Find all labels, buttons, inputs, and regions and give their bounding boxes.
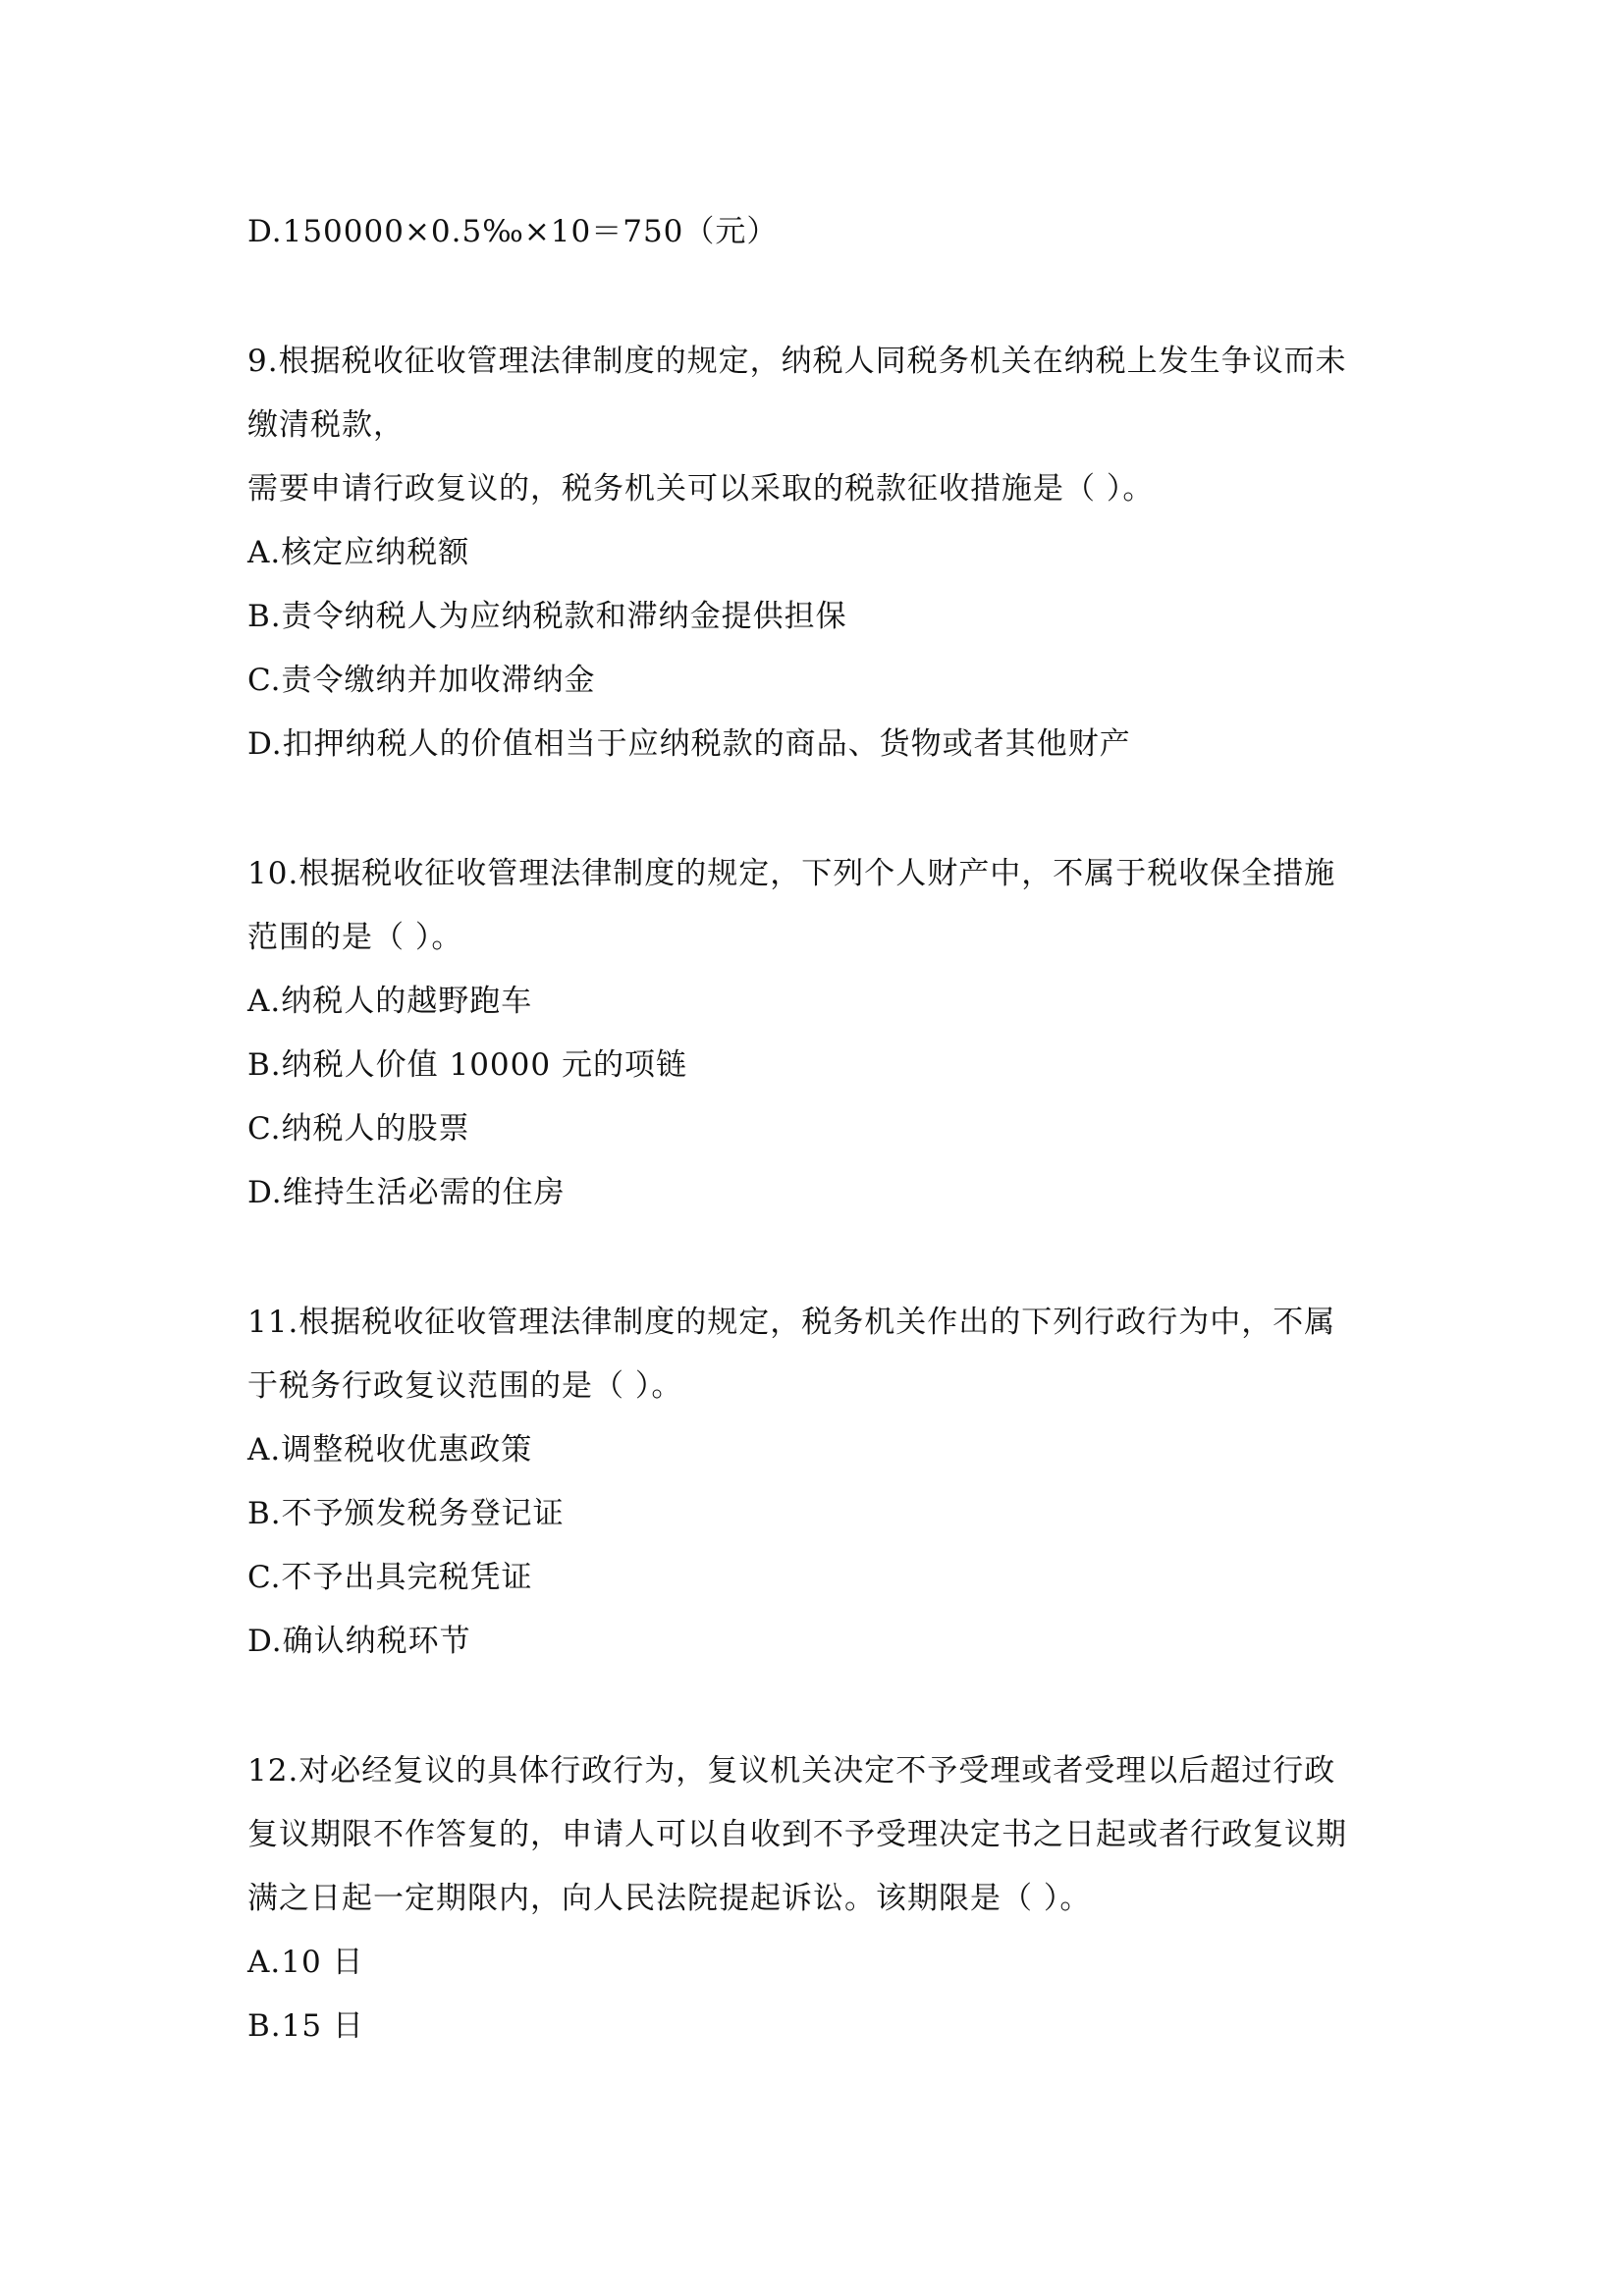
question-9-option-b: B.责令纳税人为应纳税款和滞纳金提供担保 (247, 599, 847, 634)
question-10-option-c: C.纳税人的股票 (247, 1111, 470, 1147)
question-11-option-c: C.不予出具完税凭证 (247, 1560, 533, 1595)
question-11-option-b: B.不予颁发税务登记证 (247, 1496, 565, 1531)
question-11-option-d: D.确认纳税环节 (247, 1624, 471, 1659)
question-9-option-a: A.核定应纳税额 (247, 535, 470, 570)
question-9-text-line-1: 9.根据税收征收管理法律制度的规定，纳税人同税务机关在纳税上发生争议而未 (247, 344, 1347, 379)
question-10-text-line-2: 范围的是（ ）。 (247, 920, 463, 955)
question-12-option-b: B.15 日 (247, 2008, 364, 2044)
question-9-option-c: C.责令缴纳并加收滞纳金 (247, 663, 596, 698)
question-10-option-b: B.纳税人价值 10000 元的项链 (247, 1047, 687, 1083)
question-12-option-a: A.10 日 (247, 1945, 364, 1980)
question-10-text-line-1: 10.根据税收征收管理法律制度的规定，下列个人财产中，不属于税收保全措施 (247, 856, 1336, 891)
question-9-text-line-3: 需要申请行政复议的，税务机关可以采取的税款征收措施是（ ）。 (247, 471, 1155, 507)
question-12-text-line-1: 12.对必经复议的具体行政行为，复议机关决定不予受理或者受理以后超过行政 (247, 1753, 1336, 1789)
question-12-text-line-2: 复议期限不作答复的，申请人可以自收到不予受理决定书之日起或者行政复议期 (247, 1817, 1347, 1852)
question-10-option-a: A.纳税人的越野跑车 (247, 984, 533, 1019)
prev-question-option-d: D.150000×0.5‰×10＝750（元） (247, 214, 779, 249)
question-11-option-a: A.调整税收优惠政策 (247, 1432, 533, 1468)
question-9-text-line-2: 缴清税款， (247, 407, 405, 443)
question-12-text-line-3: 满之日起一定期限内，向人民法院提起诉讼。该期限是（ ）。 (247, 1881, 1092, 1916)
question-11-text-line-2: 于税务行政复议范围的是（ ）。 (247, 1368, 683, 1404)
question-9-option-d: D.扣押纳税人的价值相当于应纳税款的商品、货物或者其他财产 (247, 726, 1131, 762)
question-10-option-d: D.维持生活必需的住房 (247, 1175, 566, 1210)
question-11-text-line-1: 11.根据税收征收管理法律制度的规定，税务机关作出的下列行政行为中，不属 (247, 1305, 1336, 1340)
